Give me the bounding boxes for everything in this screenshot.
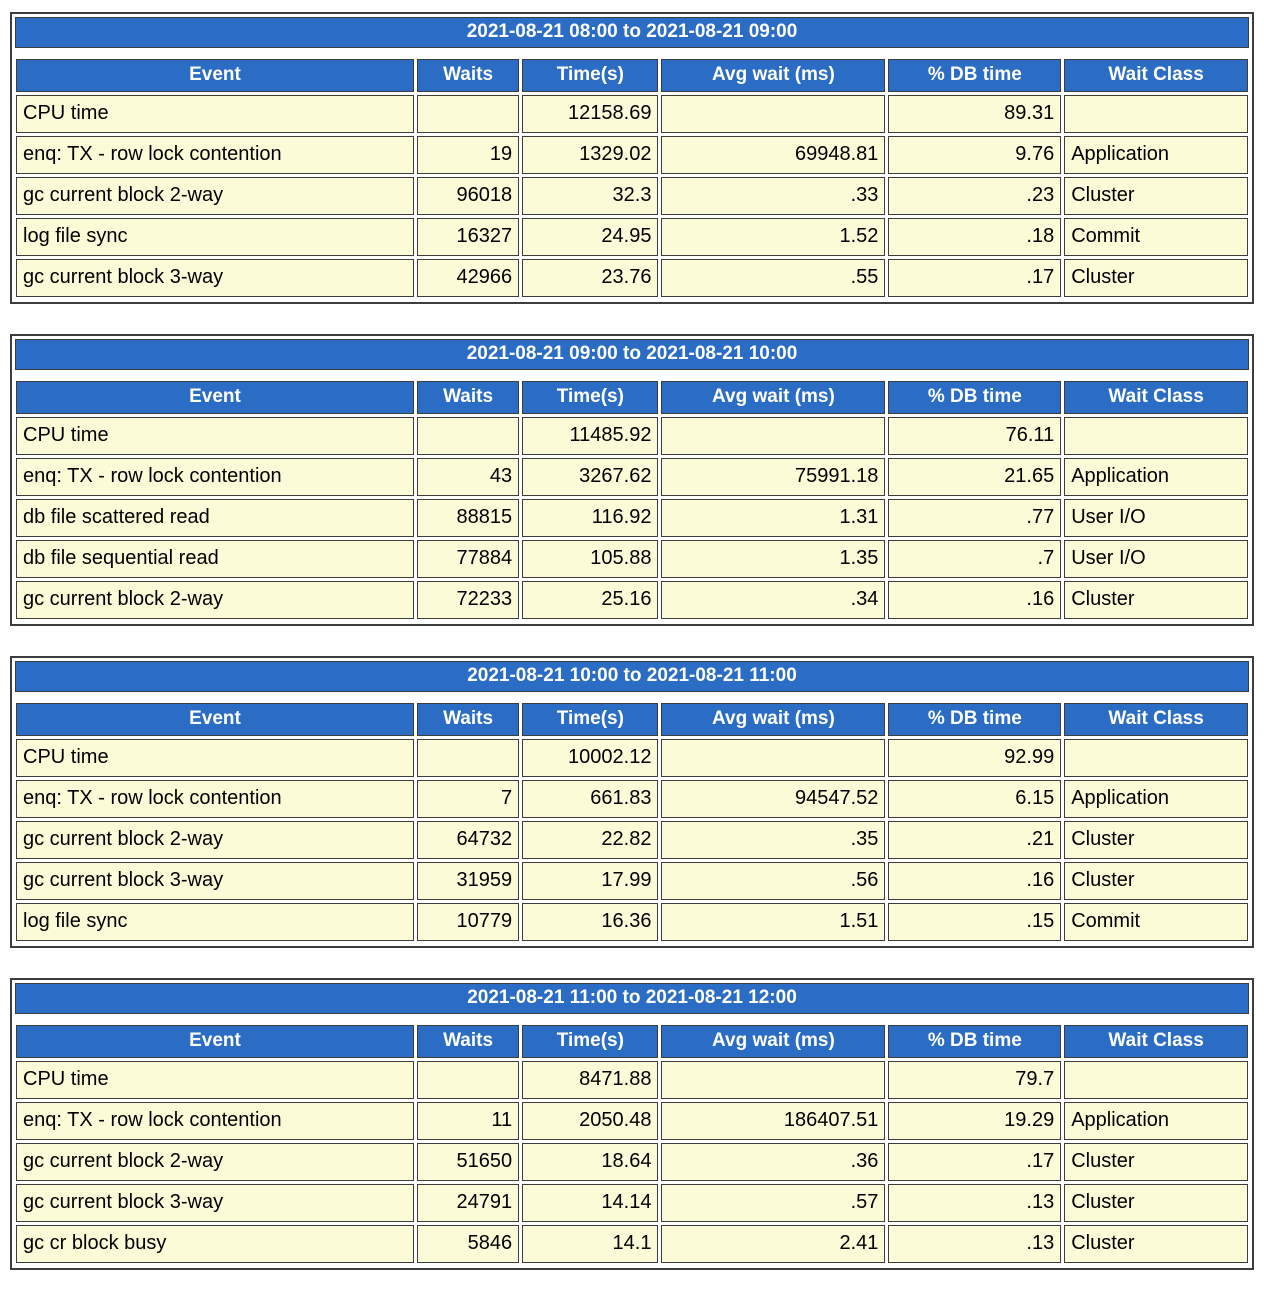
db-time-cell: 76.11 bbox=[888, 417, 1061, 455]
wait-class-cell: Commit bbox=[1064, 903, 1248, 941]
column-header-event: Event bbox=[16, 703, 414, 736]
waits-cell bbox=[417, 417, 519, 455]
table-row bbox=[16, 218, 1248, 256]
event-cell: gc current block 2-way bbox=[16, 1143, 414, 1181]
waits-cell: 31959 bbox=[417, 862, 519, 900]
table-row bbox=[16, 417, 1248, 455]
column-header-avg-wait: Avg wait (ms) bbox=[661, 381, 885, 414]
wait-class-cell: Application bbox=[1064, 1102, 1248, 1140]
table-row bbox=[16, 581, 1248, 619]
avg-wait-cell bbox=[661, 95, 885, 133]
waits-cell: 77884 bbox=[417, 540, 519, 578]
events-table-frame bbox=[10, 12, 1254, 304]
table-row bbox=[16, 136, 1248, 174]
avg-wait-cell: .56 bbox=[661, 862, 885, 900]
column-header-avg-wait: Avg wait (ms) bbox=[661, 59, 885, 92]
time-cell: 8471.88 bbox=[522, 1061, 658, 1099]
events-table bbox=[13, 56, 1251, 300]
wait-class-cell bbox=[1064, 95, 1248, 133]
table-title: 2021-08-21 09:00 to 2021-08-21 10:00 bbox=[15, 339, 1249, 370]
db-time-cell: 9.76 bbox=[888, 136, 1061, 174]
column-header-waits: Waits bbox=[417, 59, 519, 92]
table-row bbox=[16, 739, 1248, 777]
column-header-avg-wait: Avg wait (ms) bbox=[661, 1025, 885, 1058]
event-cell: gc current block 2-way bbox=[16, 581, 414, 619]
column-header-avg-wait: Avg wait (ms) bbox=[661, 703, 885, 736]
wait-class-cell: Cluster bbox=[1064, 581, 1248, 619]
event-cell: CPU time bbox=[16, 739, 414, 777]
wait-class-cell: Cluster bbox=[1064, 1143, 1248, 1181]
db-time-cell: .15 bbox=[888, 903, 1061, 941]
table-row bbox=[16, 259, 1248, 297]
waits-cell: 42966 bbox=[417, 259, 519, 297]
time-cell: 25.16 bbox=[522, 581, 658, 619]
avg-wait-cell: 186407.51 bbox=[661, 1102, 885, 1140]
event-cell: enq: TX - row lock contention bbox=[16, 780, 414, 818]
wait-class-cell bbox=[1064, 739, 1248, 777]
table-row bbox=[16, 499, 1248, 537]
column-header-wait-class: Wait Class bbox=[1064, 381, 1248, 414]
column-header-event: Event bbox=[16, 381, 414, 414]
wait-class-cell: Application bbox=[1064, 458, 1248, 496]
event-cell: gc current block 3-way bbox=[16, 259, 414, 297]
db-time-cell: 92.99 bbox=[888, 739, 1061, 777]
column-header-db-time: % DB time bbox=[888, 703, 1061, 736]
waits-cell: 5846 bbox=[417, 1225, 519, 1263]
waits-cell: 7 bbox=[417, 780, 519, 818]
table-row bbox=[16, 903, 1248, 941]
table-title: 2021-08-21 08:00 to 2021-08-21 09:00 bbox=[15, 17, 1249, 48]
event-cell: db file sequential read bbox=[16, 540, 414, 578]
table-row bbox=[16, 862, 1248, 900]
event-cell: db file scattered read bbox=[16, 499, 414, 537]
event-cell: CPU time bbox=[16, 417, 414, 455]
avg-wait-cell bbox=[661, 417, 885, 455]
event-cell: CPU time bbox=[16, 1061, 414, 1099]
event-cell: enq: TX - row lock contention bbox=[16, 458, 414, 496]
header-row bbox=[16, 381, 1248, 414]
avg-wait-cell: .55 bbox=[661, 259, 885, 297]
column-header-time: Time(s) bbox=[522, 381, 658, 414]
wait-class-cell: User I/O bbox=[1064, 540, 1248, 578]
event-cell: gc current block 2-way bbox=[16, 177, 414, 215]
db-time-cell: 6.15 bbox=[888, 780, 1061, 818]
table-row bbox=[16, 780, 1248, 818]
column-header-waits: Waits bbox=[417, 1025, 519, 1058]
wait-class-cell: Commit bbox=[1064, 218, 1248, 256]
avg-wait-cell: .36 bbox=[661, 1143, 885, 1181]
column-header-time: Time(s) bbox=[522, 703, 658, 736]
column-header-waits: Waits bbox=[417, 703, 519, 736]
avg-wait-cell: 1.52 bbox=[661, 218, 885, 256]
db-time-cell: 79.7 bbox=[888, 1061, 1061, 1099]
events-table-frame bbox=[10, 334, 1254, 626]
wait-class-cell: Application bbox=[1064, 136, 1248, 174]
events-table bbox=[13, 700, 1251, 944]
time-cell: 10002.12 bbox=[522, 739, 658, 777]
event-cell: gc cr block busy bbox=[16, 1225, 414, 1263]
time-cell: 24.95 bbox=[522, 218, 658, 256]
time-cell: 3267.62 bbox=[522, 458, 658, 496]
table-title: 2021-08-21 10:00 to 2021-08-21 11:00 bbox=[15, 661, 1249, 692]
column-header-event: Event bbox=[16, 1025, 414, 1058]
db-time-cell: 89.31 bbox=[888, 95, 1061, 133]
waits-cell: 11 bbox=[417, 1102, 519, 1140]
wait-class-cell bbox=[1064, 417, 1248, 455]
time-cell: 661.83 bbox=[522, 780, 658, 818]
time-cell: 11485.92 bbox=[522, 417, 658, 455]
events-table bbox=[13, 378, 1251, 622]
table-row bbox=[16, 1061, 1248, 1099]
avg-wait-cell: 69948.81 bbox=[661, 136, 885, 174]
time-cell: 23.76 bbox=[522, 259, 658, 297]
waits-cell bbox=[417, 1061, 519, 1099]
avg-wait-cell: 75991.18 bbox=[661, 458, 885, 496]
event-cell: log file sync bbox=[16, 903, 414, 941]
wait-class-cell: Cluster bbox=[1064, 821, 1248, 859]
avg-wait-cell: .33 bbox=[661, 177, 885, 215]
event-cell: gc current block 3-way bbox=[16, 862, 414, 900]
waits-cell: 24791 bbox=[417, 1184, 519, 1222]
table-row bbox=[16, 1102, 1248, 1140]
db-time-cell: .16 bbox=[888, 862, 1061, 900]
db-time-cell: 21.65 bbox=[888, 458, 1061, 496]
db-time-cell: .77 bbox=[888, 499, 1061, 537]
waits-cell: 96018 bbox=[417, 177, 519, 215]
time-cell: 22.82 bbox=[522, 821, 658, 859]
column-header-event: Event bbox=[16, 59, 414, 92]
event-cell: gc current block 2-way bbox=[16, 821, 414, 859]
time-cell: 16.36 bbox=[522, 903, 658, 941]
db-time-cell: .16 bbox=[888, 581, 1061, 619]
waits-cell bbox=[417, 739, 519, 777]
column-header-wait-class: Wait Class bbox=[1064, 1025, 1248, 1058]
wait-class-cell: Cluster bbox=[1064, 1225, 1248, 1263]
table-row bbox=[16, 1143, 1248, 1181]
db-time-cell: .23 bbox=[888, 177, 1061, 215]
waits-cell: 51650 bbox=[417, 1143, 519, 1181]
avg-wait-cell: 2.41 bbox=[661, 1225, 885, 1263]
db-time-cell: .21 bbox=[888, 821, 1061, 859]
avg-wait-cell: .34 bbox=[661, 581, 885, 619]
time-cell: 14.14 bbox=[522, 1184, 658, 1222]
table-row bbox=[16, 540, 1248, 578]
wait-class-cell: Cluster bbox=[1064, 862, 1248, 900]
db-time-cell: .17 bbox=[888, 259, 1061, 297]
avg-wait-cell bbox=[661, 1061, 885, 1099]
table-row bbox=[16, 458, 1248, 496]
column-header-time: Time(s) bbox=[522, 1025, 658, 1058]
header-row bbox=[16, 59, 1248, 92]
wait-class-cell: Cluster bbox=[1064, 259, 1248, 297]
table-row bbox=[16, 95, 1248, 133]
header-row bbox=[16, 703, 1248, 736]
table-row bbox=[16, 821, 1248, 859]
event-cell: CPU time bbox=[16, 95, 414, 133]
events-table-frame bbox=[10, 656, 1254, 948]
header-row bbox=[16, 1025, 1248, 1058]
waits-cell: 72233 bbox=[417, 581, 519, 619]
column-header-db-time: % DB time bbox=[888, 381, 1061, 414]
column-header-wait-class: Wait Class bbox=[1064, 703, 1248, 736]
time-cell: 105.88 bbox=[522, 540, 658, 578]
event-cell: gc current block 3-way bbox=[16, 1184, 414, 1222]
table-row bbox=[16, 1184, 1248, 1222]
event-cell: enq: TX - row lock contention bbox=[16, 1102, 414, 1140]
events-table bbox=[13, 1022, 1251, 1266]
avg-wait-cell: .35 bbox=[661, 821, 885, 859]
wait-class-cell: User I/O bbox=[1064, 499, 1248, 537]
event-cell: enq: TX - row lock contention bbox=[16, 136, 414, 174]
avg-wait-cell: 94547.52 bbox=[661, 780, 885, 818]
wait-class-cell: Cluster bbox=[1064, 177, 1248, 215]
waits-cell: 19 bbox=[417, 136, 519, 174]
db-time-cell: .7 bbox=[888, 540, 1061, 578]
avg-wait-cell: 1.35 bbox=[661, 540, 885, 578]
table-row bbox=[16, 177, 1248, 215]
avg-wait-cell bbox=[661, 739, 885, 777]
time-cell: 12158.69 bbox=[522, 95, 658, 133]
wait-class-cell: Cluster bbox=[1064, 1184, 1248, 1222]
waits-cell bbox=[417, 95, 519, 133]
time-cell: 32.3 bbox=[522, 177, 658, 215]
time-cell: 116.92 bbox=[522, 499, 658, 537]
waits-cell: 10779 bbox=[417, 903, 519, 941]
db-time-cell: .17 bbox=[888, 1143, 1061, 1181]
avg-wait-cell: 1.51 bbox=[661, 903, 885, 941]
waits-cell: 64732 bbox=[417, 821, 519, 859]
waits-cell: 88815 bbox=[417, 499, 519, 537]
avg-wait-cell: .57 bbox=[661, 1184, 885, 1222]
table-row bbox=[16, 1225, 1248, 1263]
db-time-cell: .18 bbox=[888, 218, 1061, 256]
time-cell: 1329.02 bbox=[522, 136, 658, 174]
events-table-frame bbox=[10, 978, 1254, 1270]
wait-class-cell bbox=[1064, 1061, 1248, 1099]
db-time-cell: 19.29 bbox=[888, 1102, 1061, 1140]
column-header-db-time: % DB time bbox=[888, 59, 1061, 92]
table-title: 2021-08-21 11:00 to 2021-08-21 12:00 bbox=[15, 983, 1249, 1014]
avg-wait-cell: 1.31 bbox=[661, 499, 885, 537]
waits-cell: 16327 bbox=[417, 218, 519, 256]
time-cell: 18.64 bbox=[522, 1143, 658, 1181]
column-header-wait-class: Wait Class bbox=[1064, 59, 1248, 92]
db-time-cell: .13 bbox=[888, 1225, 1061, 1263]
db-time-cell: .13 bbox=[888, 1184, 1061, 1222]
column-header-time: Time(s) bbox=[522, 59, 658, 92]
column-header-db-time: % DB time bbox=[888, 1025, 1061, 1058]
time-cell: 17.99 bbox=[522, 862, 658, 900]
column-header-waits: Waits bbox=[417, 381, 519, 414]
time-cell: 14.1 bbox=[522, 1225, 658, 1263]
wait-class-cell: Application bbox=[1064, 780, 1248, 818]
waits-cell: 43 bbox=[417, 458, 519, 496]
time-cell: 2050.48 bbox=[522, 1102, 658, 1140]
event-cell: log file sync bbox=[16, 218, 414, 256]
